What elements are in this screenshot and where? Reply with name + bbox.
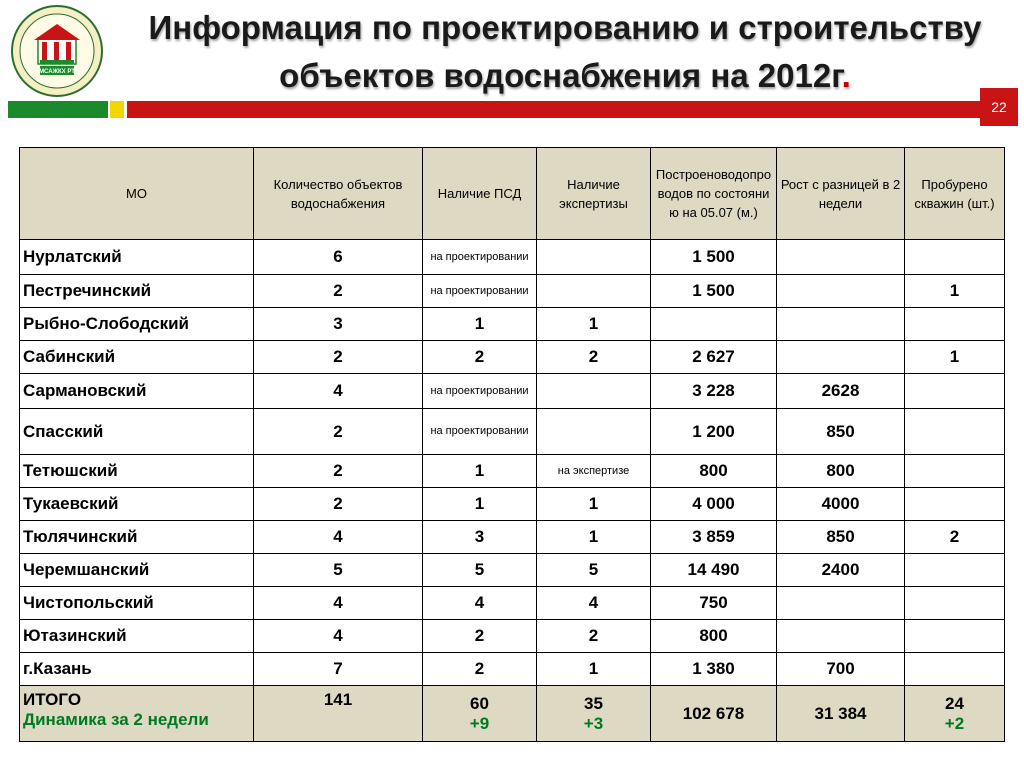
table-row <box>20 554 1005 587</box>
cell-expertise <box>537 275 651 308</box>
cell-objects-count: 4 <box>254 521 423 554</box>
table-row <box>20 308 1005 341</box>
table-row <box>20 587 1005 620</box>
cell-wells <box>905 240 1005 275</box>
cell-expertise <box>537 374 651 409</box>
cell-growth: 850 <box>777 521 905 554</box>
table-row <box>20 488 1005 521</box>
cell-growth: 850 <box>777 409 905 455</box>
cell-objects-count: 5 <box>254 554 423 587</box>
cell-expertise <box>537 409 651 455</box>
cell-growth: 800 <box>777 455 905 488</box>
total-row <box>20 686 1005 742</box>
cell-psd: 1 <box>423 455 537 488</box>
cell-growth <box>777 275 905 308</box>
header-mo: МО <box>20 148 254 240</box>
cell-expertise: 2 <box>537 341 651 374</box>
cell-wells <box>905 455 1005 488</box>
water-supply-table <box>19 147 1005 742</box>
expertise-delta: +3 <box>583 713 604 733</box>
total-objects: 141 <box>254 686 423 742</box>
total-wells: 24 <box>945 693 964 713</box>
cell-mo: Тюлячинский <box>20 521 254 554</box>
title-line-2: объектов водоснабжения на 2012г <box>279 57 842 94</box>
cell-objects-count: 6 <box>254 240 423 275</box>
cell-psd: на проектировании <box>423 240 537 275</box>
total-growth: 31 384 <box>777 686 905 742</box>
header-expertise: Наличие экспертизы <box>537 148 651 240</box>
table-row <box>20 653 1005 686</box>
cell-psd: на проектировании <box>423 275 537 308</box>
cell-mo: Черемшанский <box>20 554 254 587</box>
cell-growth: 4000 <box>777 488 905 521</box>
cell-objects-count: 3 <box>254 308 423 341</box>
cell-mo: Тетюшский <box>20 455 254 488</box>
cell-psd: 5 <box>423 554 537 587</box>
table-row <box>20 374 1005 409</box>
cell-objects-count: 7 <box>254 653 423 686</box>
cell-pipes-built: 3 859 <box>651 521 777 554</box>
header-pipes-built: Построеноводопроводов по состоянию на 05.07 (м.) <box>651 148 777 240</box>
cell-mo: Рыбно-Слободский <box>20 308 254 341</box>
table-header-row <box>20 148 1005 240</box>
cell-expertise: 1 <box>537 488 651 521</box>
cell-expertise: 1 <box>537 521 651 554</box>
cell-wells <box>905 308 1005 341</box>
logo-text: МСАЖКХ РТ <box>39 69 75 75</box>
cell-growth: 2400 <box>777 554 905 587</box>
cell-expertise: на экспертизе <box>537 455 651 488</box>
cell-psd: 1 <box>423 308 537 341</box>
header-psd: Наличие ПСД <box>423 148 537 240</box>
cell-growth <box>777 620 905 653</box>
table-row <box>20 240 1005 275</box>
cell-psd: на проектировании <box>423 374 537 409</box>
psd-delta: +9 <box>469 713 490 733</box>
cell-expertise: 4 <box>537 587 651 620</box>
cell-pipes-built: 1 200 <box>651 409 777 455</box>
header-wells: Пробурено скважин (шт.) <box>905 148 1005 240</box>
cell-objects-count: 4 <box>254 620 423 653</box>
page-title <box>120 4 1010 100</box>
cell-objects-count: 2 <box>254 275 423 308</box>
cell-expertise: 5 <box>537 554 651 587</box>
cell-pipes-built: 750 <box>651 587 777 620</box>
cell-growth: 700 <box>777 653 905 686</box>
cell-growth <box>777 341 905 374</box>
cell-wells <box>905 620 1005 653</box>
cell-mo: Ютазинский <box>20 620 254 653</box>
cell-growth <box>777 240 905 275</box>
cell-growth: 2628 <box>777 374 905 409</box>
stripe-yellow <box>110 101 124 118</box>
cell-mo: Нурлатский <box>20 240 254 275</box>
table-row <box>20 275 1005 308</box>
cell-mo: Тукаевский <box>20 488 254 521</box>
ministry-logo <box>10 4 104 98</box>
cell-pipes-built: 2 627 <box>651 341 777 374</box>
total-expertise: 35 <box>584 693 603 713</box>
cell-wells <box>905 488 1005 521</box>
cell-pipes-built: 800 <box>651 455 777 488</box>
cell-pipes-built: 800 <box>651 620 777 653</box>
cell-objects-count: 2 <box>254 488 423 521</box>
stripe-red <box>127 101 980 118</box>
cell-wells: 2 <box>905 521 1005 554</box>
cell-psd: 3 <box>423 521 537 554</box>
cell-objects-count: 2 <box>254 455 423 488</box>
cell-wells <box>905 653 1005 686</box>
cell-expertise: 1 <box>537 308 651 341</box>
cell-psd: 2 <box>423 653 537 686</box>
table-row <box>20 521 1005 554</box>
title-dot: . <box>841 57 851 94</box>
cell-objects-count: 4 <box>254 587 423 620</box>
cell-mo: Сабинский <box>20 341 254 374</box>
cell-psd: 4 <box>423 587 537 620</box>
cell-mo: Сармановский <box>20 374 254 409</box>
cell-wells <box>905 554 1005 587</box>
cell-pipes-built: 1 500 <box>651 275 777 308</box>
table-row <box>20 409 1005 455</box>
table-row <box>20 455 1005 488</box>
cell-psd: на проектировании <box>423 409 537 455</box>
table-row <box>20 620 1005 653</box>
cell-pipes-built: 3 228 <box>651 374 777 409</box>
cell-expertise: 2 <box>537 620 651 653</box>
cell-mo: Чистопольский <box>20 587 254 620</box>
dynamics-label: Динамика за 2 недели <box>23 710 209 729</box>
cell-objects-count: 2 <box>254 341 423 374</box>
header-growth: Рост с разницей в 2 недели <box>777 148 905 240</box>
cell-expertise <box>537 240 651 275</box>
cell-wells <box>905 587 1005 620</box>
cell-psd: 2 <box>423 341 537 374</box>
cell-psd: 2 <box>423 620 537 653</box>
cell-pipes-built: 1 380 <box>651 653 777 686</box>
cell-wells <box>905 374 1005 409</box>
cell-pipes-built: 4 000 <box>651 488 777 521</box>
total-label: ИТОГО <box>23 690 82 709</box>
cell-growth <box>777 587 905 620</box>
page-number: 22 <box>980 88 1018 126</box>
cell-expertise: 1 <box>537 653 651 686</box>
title-line-1: Информация по проектированию и строительству <box>148 9 982 46</box>
stripe-green <box>8 101 108 118</box>
wells-delta: +2 <box>944 713 965 733</box>
cell-wells: 1 <box>905 275 1005 308</box>
cell-objects-count: 2 <box>254 409 423 455</box>
cell-pipes-built: 1 500 <box>651 240 777 275</box>
cell-mo: Пестречинский <box>20 275 254 308</box>
cell-growth <box>777 308 905 341</box>
cell-mo: Спасский <box>20 409 254 455</box>
cell-wells: 1 <box>905 341 1005 374</box>
header-objects-count: Количество объектов водоснабжения <box>254 148 423 240</box>
total-psd: 60 <box>470 693 489 713</box>
total-pipes: 102 678 <box>651 686 777 742</box>
cell-psd: 1 <box>423 488 537 521</box>
table-row <box>20 341 1005 374</box>
cell-pipes-built <box>651 308 777 341</box>
cell-wells <box>905 409 1005 455</box>
cell-pipes-built: 14 490 <box>651 554 777 587</box>
cell-mo: г.Казань <box>20 653 254 686</box>
cell-objects-count: 4 <box>254 374 423 409</box>
